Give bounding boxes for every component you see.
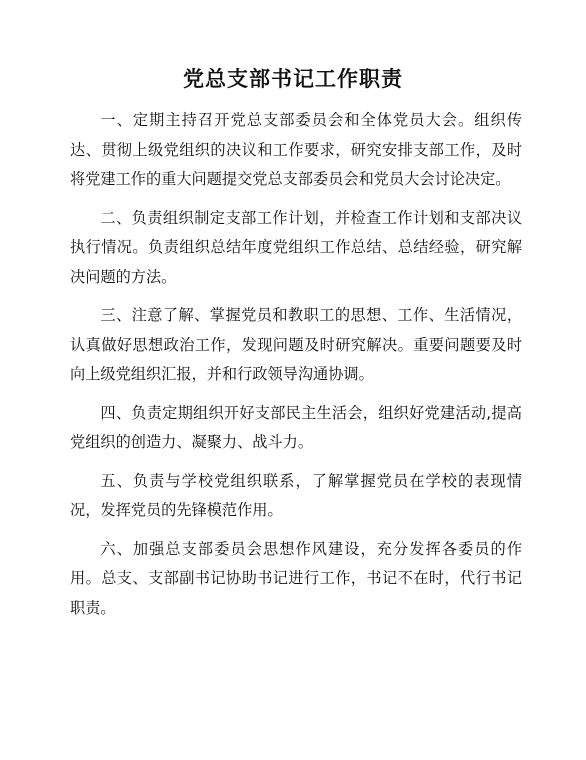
duty-paragraph-3: 三、注意了解、掌握党员和教职工的思想、工作、生活情况，认真做好思想政治工作，发现问题及时研究解决。重要问题要及时向上级党组织汇报，并和行政领导沟通协调。 <box>70 306 522 383</box>
document-title: 党总支部书记工作职责 <box>183 66 403 91</box>
duty-paragraph-6: 六、加强总支部委员会思想作风建设，充分发挥各委员的作用。总支、支部副书记协助书记进行工作，书记不在时，代行书记职责。 <box>70 539 522 617</box>
duty-paragraph-5: 五、负责与学校党组织联系，了解掌握党员在学校的表现情况，发挥党员的先锋模范作用。 <box>70 471 522 519</box>
duty-paragraph-2: 二、负责组织制定支部工作计划，并检查工作计划和支部决议执行情况。负责组织总结年度党组织工作总结、总结经验，研究解决问题的方法。 <box>70 208 522 286</box>
document-body <box>70 106 522 632</box>
duty-paragraph-4: 四、负责定期组织开好支部民主生活会，组织好党建活动,提高党组织的创造力、凝聚力、战斗力。 <box>70 403 522 451</box>
duty-paragraph-1: 一、定期主持召开党总支部委员会和全体党员大会。组织传达、贯彻上级党组织的决议和工作要求，研究安排支部工作，及时将党建工作的重大问题提交党总支部委员会和党员大会讨论决定。 <box>70 111 522 188</box>
